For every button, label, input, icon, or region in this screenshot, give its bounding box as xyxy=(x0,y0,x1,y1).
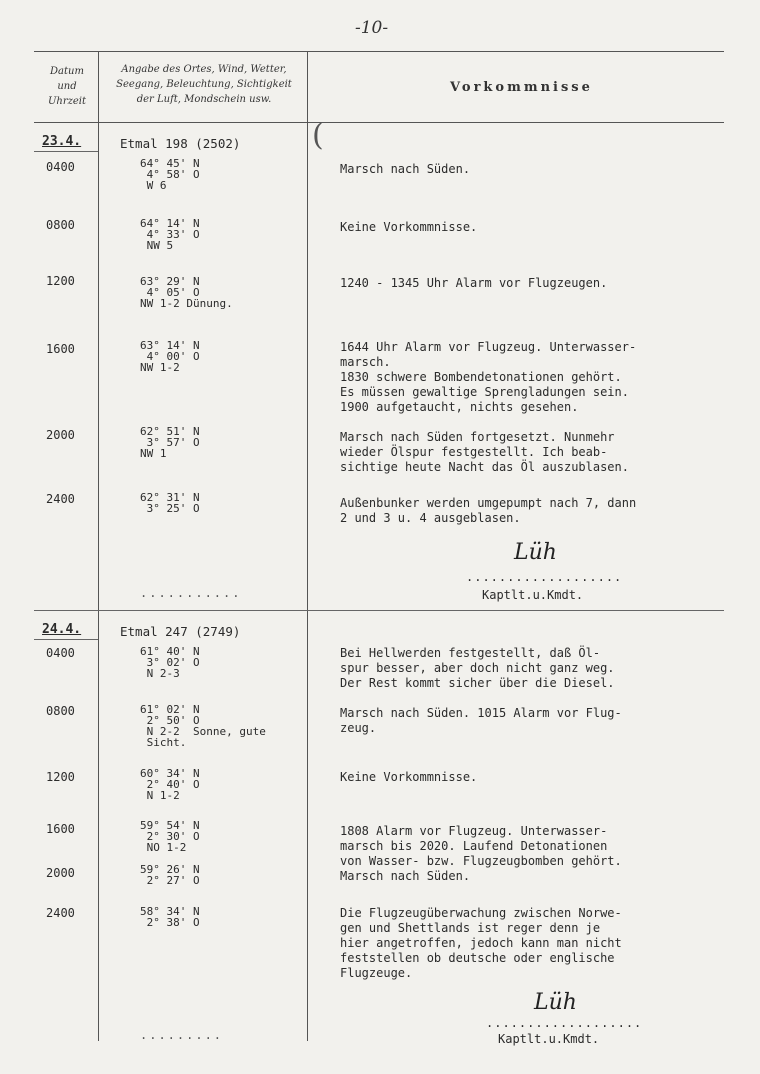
header-pos-line3: der Luft, Mondschein usw. xyxy=(136,94,272,105)
signature-title-day1: Kaptlt.u.Kmdt. xyxy=(482,588,584,602)
entry-time: 1600 xyxy=(46,822,75,836)
signature-day1: Lüh xyxy=(514,540,557,565)
entry-event: Außenbunker werden umgepumpt nach 7, dann 2 und 3 u. 4 ausgeblasen. xyxy=(340,496,637,525)
entry-time: 0800 xyxy=(46,704,75,718)
etmal-day1: Etmal 198 (2502) xyxy=(120,136,241,151)
header-position-weather xyxy=(102,62,306,107)
date-day1: 23.4. xyxy=(42,134,82,149)
entry-event: Keine Vorkommnisse. xyxy=(340,770,478,784)
entry-position: 60° 34' N 2° 40' O N 1-2 xyxy=(140,767,200,802)
page-number: -10- xyxy=(355,18,389,38)
signature-dots-day2: ................... xyxy=(486,1016,643,1030)
entry-position: 63° 29' N 4° 05' O NW 1-2 Dünung. xyxy=(140,275,233,310)
entry-position: 62° 31' N 3° 25' O xyxy=(140,491,200,515)
signature-day2: Lüh xyxy=(534,990,577,1015)
entry-event: 1644 Uhr Alarm vor Flugzeug. Unterwasser- marsch. 1830 schwere Bombendetonationen gehört. Es müssen gewaltige Sprengladungen sein. 1900 aufgetaucht, nichts gesehen. xyxy=(340,340,637,414)
entry-time: 2000 xyxy=(46,866,75,880)
column-divider-2 xyxy=(307,51,308,1041)
entry-event: Marsch nach Süden. xyxy=(340,162,471,176)
signature-dots-day1: ................... xyxy=(466,570,623,584)
entry-time: 2400 xyxy=(46,906,75,920)
entry-time: 1200 xyxy=(46,770,75,784)
header-events: Vorkommnisse xyxy=(450,80,593,95)
bracket-mark: ( xyxy=(312,118,324,153)
header-bottom-rule xyxy=(34,122,724,123)
dotted-separator-day1: ........... xyxy=(140,586,242,600)
date-underline-day1 xyxy=(34,151,98,152)
entry-time: 2000 xyxy=(46,428,75,442)
entry-position: 64° 14' N 4° 33' O NW 5 xyxy=(140,217,200,252)
entry-event: 1240 - 1345 Uhr Alarm vor Flugzeugen. xyxy=(340,276,608,290)
entry-position: 63° 14' N 4° 00' O NW 1-2 xyxy=(140,339,200,374)
entry-position: 59° 26' N 2° 27' O xyxy=(140,863,200,887)
header-date-time xyxy=(38,64,96,109)
entry-position: 64° 45' N 4° 58' O W 6 xyxy=(140,157,200,192)
header-date-line1: Datum xyxy=(50,66,84,77)
entry-event: Bei Hellwerden festgestellt, daß Öl- spur besser, aber doch nicht ganz weg. Der Rest kommt sicher über die Diesel. xyxy=(340,646,615,690)
date-underline-day2 xyxy=(34,639,98,640)
dotted-separator-day2: ......... xyxy=(140,1028,224,1042)
entry-time: 0400 xyxy=(46,160,75,174)
header-pos-line2: Seegang, Beleuchtung, Sichtigkeit xyxy=(116,79,292,90)
date-day2: 24.4. xyxy=(42,622,82,637)
header-date-line2: und xyxy=(57,81,77,92)
entry-time: 1600 xyxy=(46,342,75,356)
entry-time: 0400 xyxy=(46,646,75,660)
entry-event: Keine Vorkommnisse. xyxy=(340,220,478,234)
etmal-day2: Etmal 247 (2749) xyxy=(120,624,241,639)
entry-position: 59° 54' N 2° 30' O NO 1-2 xyxy=(140,819,200,854)
entry-event: 1808 Alarm vor Flugzeug. Unterwasser- marsch bis 2020. Laufend Detonationen von Wasser- bzw. Flugzeugbomben gehört. Marsch nach Süden. xyxy=(340,824,622,883)
entry-position: 61° 02' N 2° 50' O N 2-2 Sonne, gute Sicht. xyxy=(140,703,266,749)
signature-title-day2: Kaptlt.u.Kmdt. xyxy=(498,1032,600,1046)
day-separator-rule xyxy=(34,610,724,611)
entry-event: Marsch nach Süden fortgesetzt. Nunmehr wieder Ölspur festgestellt. Ich beab- sichtige heute Nacht das Öl auszublasen. xyxy=(340,430,629,474)
entry-event: Die Flugzeugüberwachung zwischen Norwe- gen und Shettlands ist reger denn je hier angetroffen, jedoch kann man nicht feststellen ob deutsche oder englische Flugzeuge. xyxy=(340,906,622,980)
column-divider-1 xyxy=(98,51,99,1041)
entry-event: Marsch nach Süden. 1015 Alarm vor Flug- zeug. xyxy=(340,706,622,735)
header-pos-line1: Angabe des Ortes, Wind, Wetter, xyxy=(121,64,287,75)
entry-time: 2400 xyxy=(46,492,75,506)
table-top-rule xyxy=(34,51,724,52)
entry-position: 62° 51' N 3° 57' O NW 1 xyxy=(140,425,200,460)
entry-position: 61° 40' N 3° 02' O N 2-3 xyxy=(140,645,200,680)
entry-time: 0800 xyxy=(46,218,75,232)
entry-time: 1200 xyxy=(46,274,75,288)
header-date-line3: Uhrzeit xyxy=(47,96,87,107)
entry-position: 58° 34' N 2° 38' O xyxy=(140,905,200,929)
